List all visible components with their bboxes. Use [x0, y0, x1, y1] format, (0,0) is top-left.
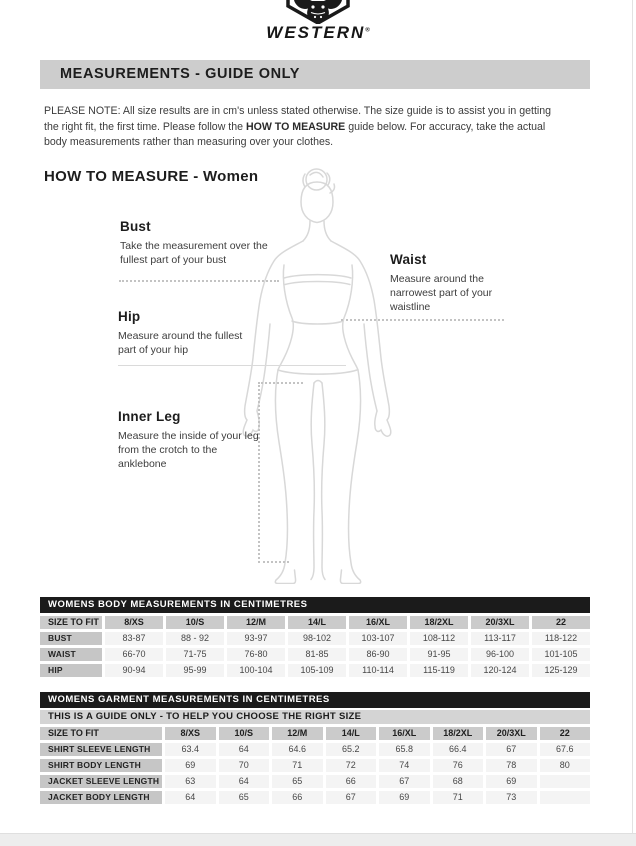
waist-guide-line [341, 319, 504, 321]
table-header-cell: 14/L [288, 616, 346, 629]
table-header-cell: 8/XS [105, 616, 163, 629]
bust-guide-line [119, 280, 279, 282]
hip-label: Hip [118, 309, 141, 324]
table-data-cell: 95-99 [166, 664, 224, 677]
table-data-cell: 110-114 [349, 664, 407, 677]
table-data-cell: 103-107 [349, 632, 407, 645]
table-header-cell: 10/S [219, 727, 270, 740]
table-data-cell: 118-122 [532, 632, 590, 645]
table-data-cell: 63.4 [165, 743, 216, 756]
table-data-cell: 125-129 [532, 664, 590, 677]
table-header-cell: 22 [532, 616, 590, 629]
inner-leg-callout [118, 409, 266, 471]
table-data-cell: 67.6 [540, 743, 591, 756]
table-data-cell: 65 [272, 775, 323, 788]
inner-leg-guide-line-top [258, 382, 303, 384]
table-data-cell: 67 [486, 743, 537, 756]
trademark-symbol: ® [365, 27, 370, 34]
page-bottom-strip [0, 833, 636, 846]
table-data-cell: 98-102 [288, 632, 346, 645]
table-data-cell: 100-104 [227, 664, 285, 677]
table-row-label: JACKET SLEEVE LENGTH [40, 775, 162, 788]
table-header-cell: SIZE TO FIT [40, 727, 162, 740]
table-header-cell: 12/M [272, 727, 323, 740]
bust-callout [120, 219, 280, 267]
table-header-cell: 18/2XL [433, 727, 484, 740]
table-header-cell: 20/3XL [486, 727, 537, 740]
table-data-cell: 105-109 [288, 664, 346, 677]
table-data-cell: 66 [326, 775, 377, 788]
table-data-cell [540, 775, 591, 788]
table-data-cell: 67 [379, 775, 430, 788]
table-data-cell: 96-100 [471, 648, 529, 661]
table-data-cell: 70 [219, 759, 270, 772]
table-data-cell: 108-112 [410, 632, 468, 645]
waist-label: Waist [390, 252, 427, 267]
bust-description: Take the measurement over the fullest part of your bust [120, 240, 268, 266]
table-data-cell: 64 [165, 791, 216, 804]
page-title: MEASUREMENTS - GUIDE ONLY [40, 60, 590, 89]
hip-callout [118, 309, 254, 357]
table-row-label: BUST [40, 632, 102, 645]
table-data-cell: 66-70 [105, 648, 163, 661]
table-data-cell: 64.6 [272, 743, 323, 756]
table-data-cell: 66.4 [433, 743, 484, 756]
table-row-label: SHIRT BODY LENGTH [40, 759, 162, 772]
garment-measurements-grid [40, 727, 590, 804]
table-header-cell: 10/S [166, 616, 224, 629]
table-data-cell: 64 [219, 743, 270, 756]
garment-measurements-table-subtitle: THIS IS A GUIDE ONLY - TO HELP YOU CHOOSE THE RIGHT SIZE [40, 710, 590, 724]
body-measurements-table [40, 597, 590, 677]
table-data-cell: 81-85 [288, 648, 346, 661]
body-measurements-table-title: WOMENS BODY MEASUREMENTS IN CENTIMETRES [40, 597, 590, 613]
table-data-cell: 66 [272, 791, 323, 804]
table-data-cell: 63 [165, 775, 216, 788]
table-row-label: JACKET BODY LENGTH [40, 791, 162, 804]
table-header-cell: 14/L [326, 727, 377, 740]
hip-description: Measure around the fullest part of your hip [118, 330, 243, 356]
garment-measurements-table [40, 692, 590, 804]
table-data-cell: 93-97 [227, 632, 285, 645]
brand-name: WESTERN® [266, 23, 370, 42]
table-header-cell: 12/M [227, 616, 285, 629]
table-data-cell: 83-87 [105, 632, 163, 645]
bull-head-logo-icon [284, 0, 352, 24]
table-data-cell: 115-119 [410, 664, 468, 677]
table-data-cell: 76 [433, 759, 484, 772]
table-data-cell: 64 [219, 775, 270, 788]
inner-leg-guide-line-bottom [258, 561, 289, 563]
table-header-cell: 16/XL [349, 616, 407, 629]
table-row-label: HIP [40, 664, 102, 677]
table-header-cell: 8/XS [165, 727, 216, 740]
table-data-cell: 65.8 [379, 743, 430, 756]
table-data-cell: 72 [326, 759, 377, 772]
table-data-cell: 86-90 [349, 648, 407, 661]
table-data-cell: 80 [540, 759, 591, 772]
page-right-border [632, 0, 633, 846]
table-data-cell: 73 [486, 791, 537, 804]
table-header-cell: 22 [540, 727, 591, 740]
table-data-cell: 91-95 [410, 648, 468, 661]
table-row-label: WAIST [40, 648, 102, 661]
table-data-cell: 90-94 [105, 664, 163, 677]
table-header-cell: 18/2XL [410, 616, 468, 629]
table-data-cell: 71-75 [166, 648, 224, 661]
inner-leg-label: Inner Leg [118, 409, 181, 424]
body-measurements-grid [40, 616, 590, 677]
table-data-cell: 71 [433, 791, 484, 804]
waist-description: Measure around the narrowest part of your waistline [390, 273, 493, 313]
table-data-cell: 78 [486, 759, 537, 772]
table-data-cell: 65 [219, 791, 270, 804]
table-data-cell: 88 - 92 [166, 632, 224, 645]
table-data-cell: 76-80 [227, 648, 285, 661]
waist-callout [390, 252, 512, 314]
table-data-cell [540, 791, 591, 804]
table-data-cell: 71 [272, 759, 323, 772]
table-data-cell: 65.2 [326, 743, 377, 756]
table-data-cell: 113-117 [471, 632, 529, 645]
table-header-cell: 16/XL [379, 727, 430, 740]
inner-leg-description: Measure the inside of your leg from the crotch to the anklebone [118, 430, 259, 470]
table-data-cell: 67 [326, 791, 377, 804]
inner-leg-guide-line-vertical [258, 382, 260, 563]
table-data-cell: 69 [379, 791, 430, 804]
table-data-cell: 69 [486, 775, 537, 788]
garment-measurements-table-title: WOMENS GARMENT MEASUREMENTS IN CENTIMETRES [40, 692, 590, 708]
table-header-cell: 20/3XL [471, 616, 529, 629]
table-data-cell: 69 [165, 759, 216, 772]
table-data-cell: 120-124 [471, 664, 529, 677]
table-row-label: SHIRT SLEEVE LENGTH [40, 743, 162, 756]
how-to-measure-title: HOW TO MEASURE - Women [44, 168, 259, 185]
bust-label: Bust [120, 219, 151, 234]
brand-logo [0, 0, 636, 46]
table-header-cell: SIZE TO FIT [40, 616, 102, 629]
table-data-cell: 68 [433, 775, 484, 788]
table-data-cell: 74 [379, 759, 430, 772]
hip-guide-line [118, 365, 346, 366]
table-data-cell: 101-105 [532, 648, 590, 661]
please-note-text: PLEASE NOTE: All size results are in cm's unless stated otherwise. The size guide is to assist you in getting the right fit, the first time. Please follow the HOW TO MEASURE guide below. For accuracy, take the actual body measurements rather than measuring over your clothes. [44, 105, 552, 149]
